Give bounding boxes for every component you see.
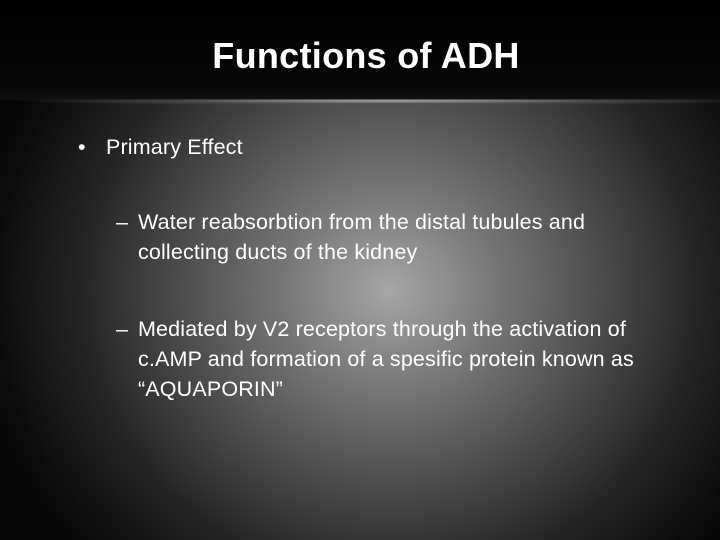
bullet-text: Primary Effect <box>106 135 243 159</box>
subbullet-v2-receptors <box>116 314 676 404</box>
subbullet-text: Water reabsorbtion from the distal tubules and collecting ducts of the kidney <box>138 210 586 264</box>
bullet-marker: • <box>78 135 86 159</box>
subbullet-marker: – <box>116 210 129 234</box>
subbullet-water-reabsorption <box>116 207 676 267</box>
slide-title: Functions of ADH <box>212 35 520 76</box>
subbullet-text: Mediated by V2 receptors through the activation of c.AMP and formation of a spesific protein known as “AQUAPORIN” <box>138 317 634 401</box>
subbullet-marker: – <box>116 317 129 341</box>
